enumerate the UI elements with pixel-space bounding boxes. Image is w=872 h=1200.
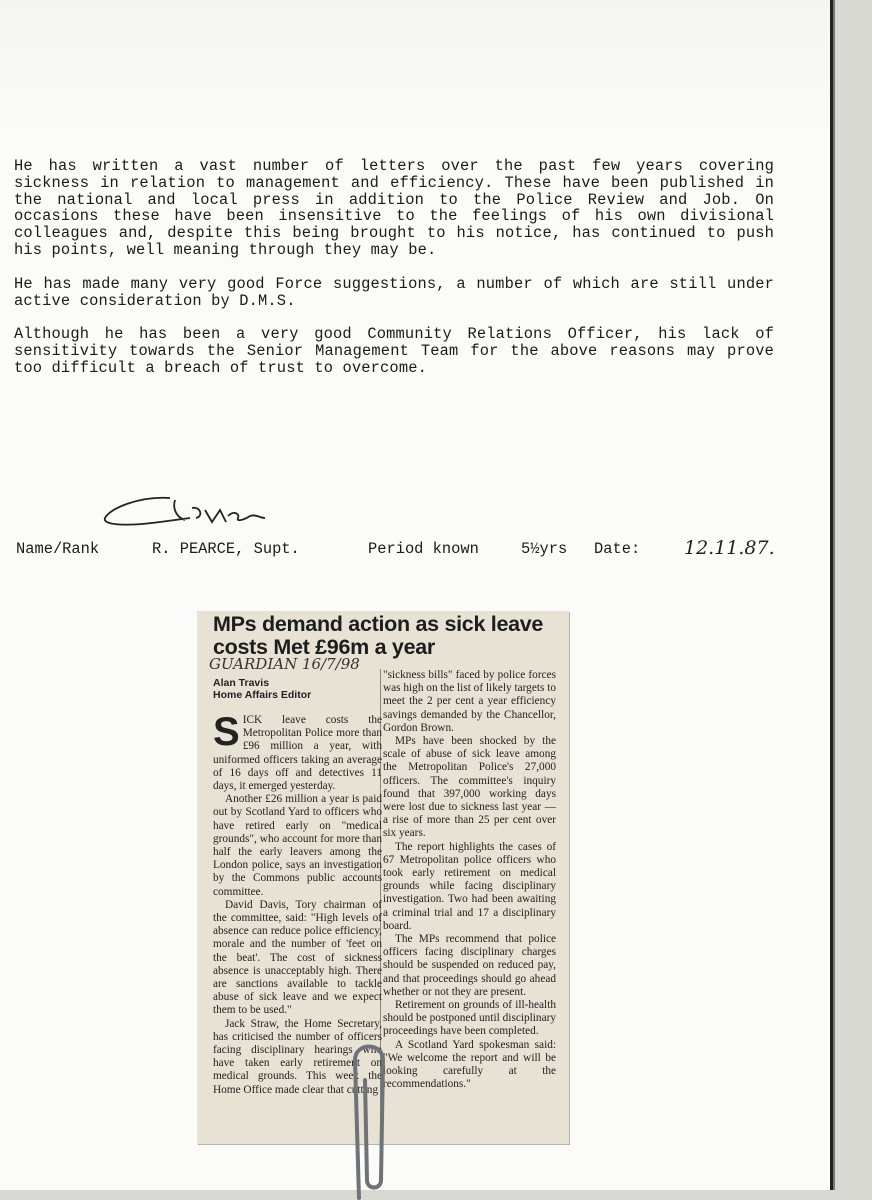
blank-page-top [0,0,833,160]
name-rank-label: Name/Rank [16,540,100,558]
handwritten-source-note: GUARDIAN 16/7/98 [209,655,360,673]
article-paragraph: Jack Straw, the Home Secretary, has criticised the number of officers facing disciplinary hearings who have taken early retirement on medical grounds. This week the Home Office made clear that cutting [213,1017,382,1096]
name-rank-value: R. PEARCE, Supt. [152,540,300,558]
article-paragraph: A Scotland Yard spokesman said: "We welcome the report and will be looking carefully at the recommendations." [383,1038,556,1091]
article-paragraph: SICK leave costs the Metropolitan Police more than £96 million a year, with uniformed officers taking an average of 16 days off and detectives 11 days, it emerged yesterday. [213,710,382,793]
byline [213,677,311,701]
article-paragraph: MPs have been shocked by the scale of abuse of sick leave among the Metropolitan Police's 27,000 officers. The committee's inquiry found that 397,000 working days were lost due to sickness last year — a rise of more than 25 per cent over six years. [383,735,556,840]
typed-letter-body [14,158,774,394]
article-paragraph: "sickness bills" faced by police forces was high on the list of likely targets to meet the 2 per cent a year efficiency savings demanded by the Chancellor, Gordon Brown. [383,669,556,734]
article-paragraph: Another £26 million a year is paid out by Scotland Yard to officers who have retired early on "medical grounds", who account for more than half the early leavers among the London police, says an investigation by the Commons public accounts committee. [213,793,382,898]
date-value: 12.11.87. [684,537,775,559]
article-paragraph: The MPs recommend that police officers facing disciplinary charges should be suspended on reduced pay, and that proceedings should go ahead whether or not they are present. [383,933,556,998]
article-paragraph: Retirement on grounds of ill-health should be postponed until disciplinary proceedings have been completed. [383,999,556,1038]
article-column-2 [383,669,556,1092]
letter-paragraph: He has made many very good Force suggestions, a number of which are still under active consideration by D.M.S. [14,274,774,310]
byline-title: Home Affairs Editor [213,689,312,701]
article-paragraph: David Davis, Tory chairman of the committee, said: "High levels of absence can reduce police efficiency, morale and the number of 'feet on the beat'. The cost of sickness absence is unacceptably high. There are sanctions available to tackle abuse of sick leave and we expect them to be used." [213,898,382,1017]
letter-paragraph: He has written a vast number of letters over the past few years covering sickness in relation to management and efficiency. These have been published in the national and local press in addition to the Police Review and Job. On occasions these have been insensitive to the feelings of his own divisional colleagues and, despite this being brought to his notice, has continued to push his points, well meaning through they may be. [14,157,774,259]
handwritten-signature [100,488,270,532]
article-paragraph: The report highlights the cases of 67 Metropolitan police officers who took early retirement on medical grounds while facing disciplinary investigation. Two had been awaiting a criminal trial and 17 a disciplinary board. [383,840,556,932]
date-label: Date: [594,540,641,558]
paperclip-icon [345,1030,395,1200]
period-known-label: Period known [368,540,479,558]
period-known-value: 5½yrs [521,540,568,558]
byline-name: Alan Travis [213,677,270,689]
drop-cap: S [213,710,240,754]
letter-paragraph: Although he has been a very good Community Relations Officer, his lack of sensitivity towards the Senior Management Team for the above reasons may prove too difficult a breach of trust to overcome. [14,325,774,377]
clipping-headline: MPs demand action as sick leave costs Met £96m a year [213,612,544,659]
